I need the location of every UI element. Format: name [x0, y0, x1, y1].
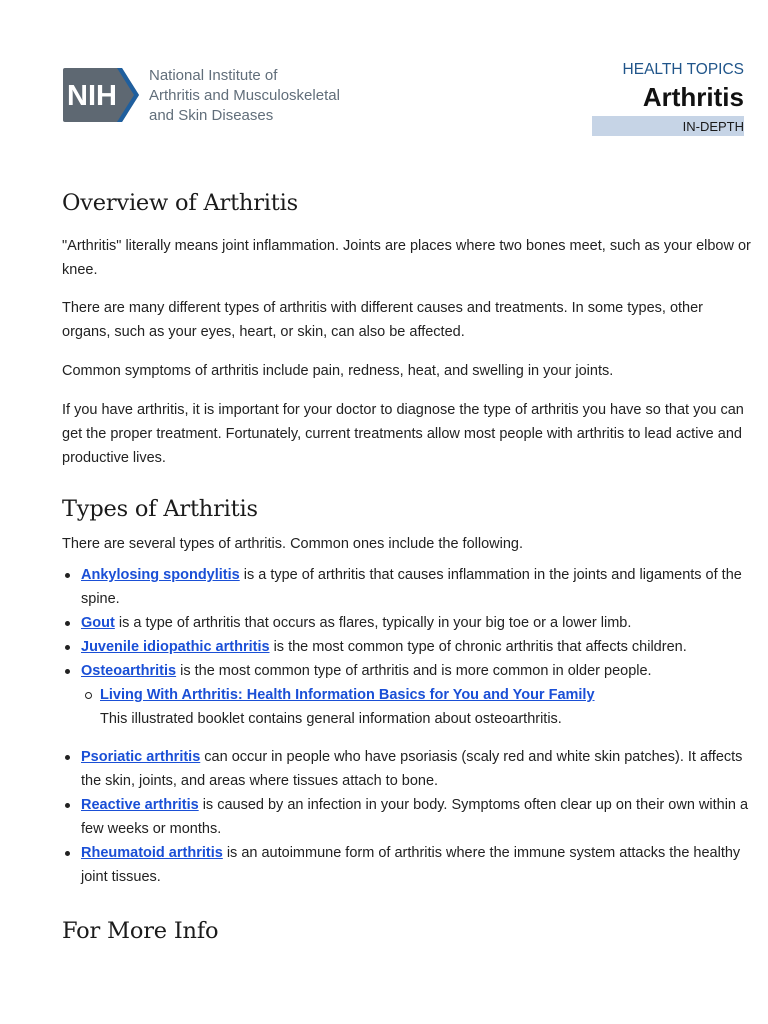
org-line-2: Arthritis and Musculoskeletal	[149, 87, 340, 104]
psoriatic-arthritis-link[interactable]: Psoriatic arthritis	[81, 749, 201, 765]
living-with-arthritis-link[interactable]: Living With Arthritis: Health Information Basics for You and Your Family	[100, 687, 595, 703]
health-topics-label[interactable]: HEALTH TOPICS	[622, 61, 744, 78]
bullet-icon	[65, 645, 70, 650]
overview-paragraph-1: "Arthritis" literally means joint inflammation. Joints are places where two bones meet, such as your elbow or knee.	[62, 238, 751, 278]
list-item-text: is the most common type of arthritis and is more common in older people.	[176, 663, 652, 679]
page-header	[0, 0, 768, 150]
osteoarthritis-sublist	[81, 683, 752, 731]
bullet-icon	[65, 755, 70, 760]
bullet-icon	[65, 669, 70, 674]
for-more-info-heading: For More Info	[62, 918, 219, 944]
overview-paragraph-2: There are many different types of arthritis with different causes and treatments. In some types, other organs, such as your eyes, heart, or skin, can also be affected.	[62, 300, 704, 340]
overview-paragraph-3: Common symptoms of arthritis include pain, redness, heat, and swelling in your joints.	[62, 363, 614, 379]
bullet-icon	[65, 573, 70, 578]
logo-text: NIH	[67, 80, 117, 112]
nih-logo[interactable]	[62, 66, 340, 126]
list-item	[62, 659, 752, 731]
topic-block	[592, 60, 744, 136]
overview-paragraph-4: If you have arthritis, it is important for your doctor to diagnose the type of arthritis you have so that you can get the proper treatment. Fortunately, current treatments allow most people with arthritis to lead active and productive lives.	[62, 402, 744, 466]
ankylosing-spondylitis-link[interactable]: Ankylosing spondylitis	[81, 567, 240, 583]
list-item-text: is a type of arthritis that causes inflammation in the joints and ligaments of the spine.	[81, 567, 742, 607]
org-line-3: and Skin Diseases	[149, 107, 274, 124]
topic-title: Arthritis	[642, 82, 744, 112]
reactive-arthritis-link[interactable]: Reactive arthritis	[81, 797, 199, 813]
arthritis-types-list	[62, 563, 752, 889]
sub-list-item	[81, 683, 752, 731]
circle-bullet-icon	[85, 692, 92, 699]
types-heading: Types of Arthritis	[62, 496, 258, 522]
bullet-icon	[65, 803, 70, 808]
list-item-text: is an autoimmune form of arthritis where the immune system attacks the healthy joint tissues.	[81, 845, 741, 885]
org-name	[149, 66, 340, 126]
osteoarthritis-link[interactable]: Osteoarthritis	[81, 663, 177, 679]
bullet-icon	[65, 621, 70, 626]
overview-heading: Overview of Arthritis	[62, 190, 298, 216]
list-item-text: can occur in people who have psoriasis (scaly red and white skin patches). It affects the skin, joints, and areas where tissues attach to bone.	[81, 749, 743, 789]
list-item	[62, 841, 752, 889]
list-item	[62, 793, 752, 841]
juvenile-idiopathic-arthritis-link[interactable]: Juvenile idiopathic arthritis	[81, 639, 270, 655]
nih-logo-icon	[62, 66, 142, 124]
list-item-text: is the most common type of chronic arthritis that affects children.	[269, 639, 687, 655]
list-item	[62, 635, 752, 659]
bullet-icon	[65, 851, 70, 856]
rheumatoid-arthritis-link[interactable]: Rheumatoid arthritis	[81, 845, 223, 861]
list-item-text: is a type of arthritis that occurs as flares, typically in your big toe or a lower limb.	[114, 615, 632, 631]
org-line-1: National Institute of	[149, 67, 278, 84]
list-item-text: is caused by an infection in your body. Symptoms often clear up on their own within a few weeks or months.	[81, 797, 749, 837]
list-item	[62, 563, 752, 611]
main-content	[62, 190, 752, 944]
list-item	[62, 611, 752, 635]
types-intro: There are several types of arthritis. Common ones include the following.	[62, 536, 523, 552]
list-item	[62, 745, 752, 793]
gout-link[interactable]: Gout	[81, 615, 115, 631]
in-depth-band: IN-DEPTH	[592, 116, 744, 136]
booklet-description: This illustrated booklet contains general information about osteoarthritis.	[100, 711, 562, 727]
